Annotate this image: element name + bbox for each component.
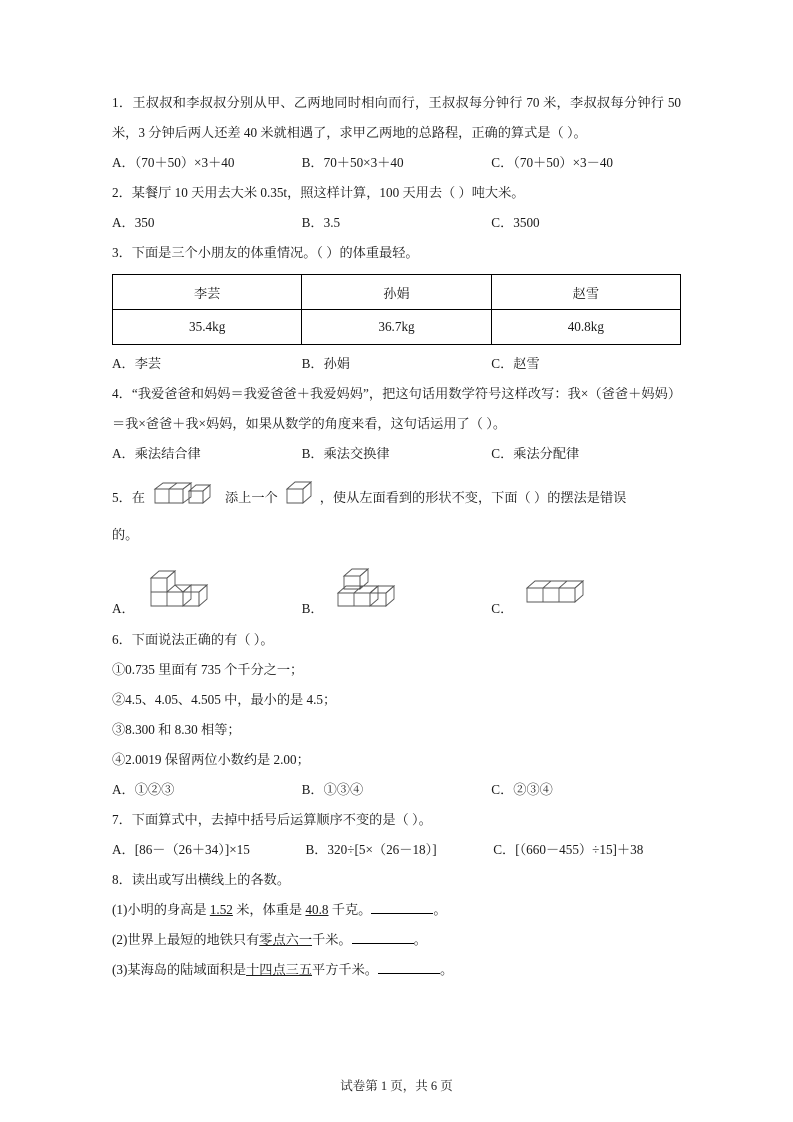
table-cell-name-1: 李芸 <box>113 275 302 310</box>
question-5-options <box>112 560 681 617</box>
q8-2-period: 。 <box>413 932 427 947</box>
q8-3-value-1: 十四点三五 <box>246 962 313 977</box>
question-6 <box>112 625 681 655</box>
question-5-option-c[interactable] <box>491 560 681 617</box>
q8-1-value-1: 1.52 <box>209 902 233 917</box>
q8-1-answer-blank[interactable] <box>371 901 433 914</box>
option-b-figure <box>330 560 440 617</box>
table-cell-weight-1: 35.4kg <box>113 310 302 345</box>
question-6-option-c[interactable]: C．②③④ <box>491 782 553 797</box>
question-3-number: 3． <box>112 245 132 260</box>
option-a-figure <box>141 560 251 617</box>
q8-1-value-2: 40.8 <box>305 902 329 917</box>
question-7-options <box>112 835 681 865</box>
question-5-stem-part4-line <box>112 520 681 550</box>
question-4-number: 4． <box>112 386 132 401</box>
question-7-option-a[interactable]: A．[86－（26＋34）]×15 <box>112 842 250 857</box>
question-7-option-b[interactable]: B．320÷[5×（26－18）] <box>305 842 437 857</box>
q8-3-answer-blank[interactable] <box>378 961 440 974</box>
question-3-option-a[interactable]: A．李芸 <box>112 356 162 371</box>
question-1-option-a[interactable]: A．（70＋50）×3＋40 <box>112 155 235 170</box>
question-5-stem-part1: 在 <box>131 489 145 505</box>
question-2-number: 2． <box>112 185 132 200</box>
q8-2-pre: (2)世界上最短的地铁只有 <box>112 932 260 947</box>
question-7-option-c[interactable]: C．[（660－455）÷15]＋38 <box>493 842 644 857</box>
table-row <box>113 275 681 310</box>
q8-3-mid: 平方千米。 <box>312 962 378 977</box>
question-3-options <box>112 349 681 379</box>
q8-1-mid: 米，体重是 <box>232 902 306 917</box>
question-6-item-3: ③8.300 和 8.30 相等； <box>112 722 241 737</box>
question-4-option-b[interactable]: B．乘法交换律 <box>301 446 390 461</box>
question-5-option-b[interactable] <box>302 560 492 617</box>
question-3-option-b[interactable]: B．孙娟 <box>301 356 350 371</box>
question-8-item-1 <box>112 895 681 925</box>
question-7-stem: 下面算式中，去掉中括号后运算顺序不变的是（ ）。 <box>131 812 432 827</box>
q8-2-mid: 千米。 <box>312 932 352 947</box>
table-cell-weight-3: 40.8kg <box>491 310 680 345</box>
question-4-options <box>112 439 681 469</box>
question-5-option-b-label: B． <box>301 601 324 616</box>
question-7-number: 7． <box>112 812 132 827</box>
question-8-stem: 读出或写出横线上的各数。 <box>131 872 291 887</box>
weight-table <box>112 274 681 345</box>
table-cell-name-3: 赵雪 <box>491 275 680 310</box>
question-3-option-c[interactable]: C．赵雪 <box>491 356 540 371</box>
question-2-option-a[interactable]: A．350 <box>112 215 155 230</box>
question-4-option-a[interactable]: A．乘法结合律 <box>112 446 201 461</box>
question-8-item-3 <box>112 955 681 985</box>
question-8 <box>112 865 681 895</box>
question-2-options <box>112 208 681 238</box>
q8-3-pre: (3)某海岛的陆域面积是 <box>112 962 247 977</box>
question-6-item-4: ④2.0019 保留两位小数约是 2.00； <box>112 752 310 767</box>
table-cell-name-2: 孙娟 <box>302 275 491 310</box>
q8-2-value-1: 零点六一 <box>259 932 313 947</box>
question-1 <box>112 88 681 148</box>
question-2-option-c[interactable]: C．3500 <box>491 215 540 230</box>
q8-2-answer-blank[interactable] <box>352 931 414 944</box>
question-5-stem-part4: 的。 <box>112 527 139 542</box>
question-5 <box>112 475 681 520</box>
two-cubes-plus-one-figure <box>149 475 221 520</box>
question-6-stem: 下面说法正确的有（ ）。 <box>131 632 274 647</box>
question-3-stem: 下面是三个小朋友的体重情况。（ ）的体重最轻。 <box>131 245 419 260</box>
question-5-stem-part2: 添上一个 <box>224 489 278 505</box>
question-6-number: 6． <box>112 632 132 647</box>
q8-3-period: 。 <box>439 962 454 977</box>
question-6-item-2: ②4.5、4.05、4.505 中，最小的是 4.5； <box>112 692 337 707</box>
question-1-stem: 王叔叔和李叔叔分别从甲、乙两地同时相向而行，王叔叔每分钟行 70 米，李叔叔每分钟行 50 米，3 分钟后两人还差 40 米就相遇了，求甲乙两地的总路程，正确的算式是（ ）。 <box>112 95 682 140</box>
question-1-number: 1． <box>112 95 133 110</box>
question-2 <box>112 178 681 208</box>
single-cube-figure <box>282 475 316 520</box>
question-4-option-c[interactable]: C．乘法分配律 <box>491 446 580 461</box>
question-2-stem: 某餐厅 10 天用去大米 0.35t，照这样计算，100 天用去（ ）吨大米。 <box>131 185 525 200</box>
q8-1-post: 千克。 <box>328 902 372 917</box>
question-5-option-a-label: A． <box>112 601 135 616</box>
question-3 <box>112 238 681 268</box>
question-8-number: 8． <box>112 872 132 887</box>
question-5-option-a[interactable] <box>112 560 302 617</box>
question-8-item-2 <box>112 925 681 955</box>
table-row <box>113 310 681 345</box>
question-4-stem: “我爱爸爸和妈妈＝我爱爸爸＋我爱妈妈”，把这句话用数学符号这样改写：我×（爸爸＋妈妈）＝我×爸爸＋我×妈妈，如果从数学的角度来看，这句话运用了（ ）。 <box>112 386 682 431</box>
q8-1-pre: (1)小明的身高是 <box>112 902 210 917</box>
question-5-option-c-label: C． <box>491 601 514 616</box>
question-6-item-1: ①0.735 里面有 735 个千分之一； <box>112 662 304 677</box>
question-5-number: 5． <box>112 489 132 505</box>
table-cell-weight-2: 36.7kg <box>302 310 491 345</box>
question-6-options <box>112 775 681 805</box>
question-6-option-a[interactable]: A．①②③ <box>112 782 175 797</box>
q8-1-period: 。 <box>433 902 447 917</box>
question-1-options <box>112 148 681 178</box>
page-footer: 试卷第 1 页，共 6 页 <box>340 1079 453 1093</box>
question-1-option-b[interactable]: B．70＋50×3＋40 <box>301 155 404 170</box>
question-2-option-b[interactable]: B．3.5 <box>301 215 341 230</box>
question-1-option-c[interactable]: C．（70＋50）×3－40 <box>491 155 614 170</box>
question-4 <box>112 379 681 439</box>
option-c-figure <box>519 560 629 617</box>
question-5-stem-part3: ，使从左面看到的形状不变，下面（ ）的摆法是错误 <box>319 489 627 505</box>
question-6-option-b[interactable]: B．①③④ <box>301 782 364 797</box>
question-7 <box>112 805 681 835</box>
